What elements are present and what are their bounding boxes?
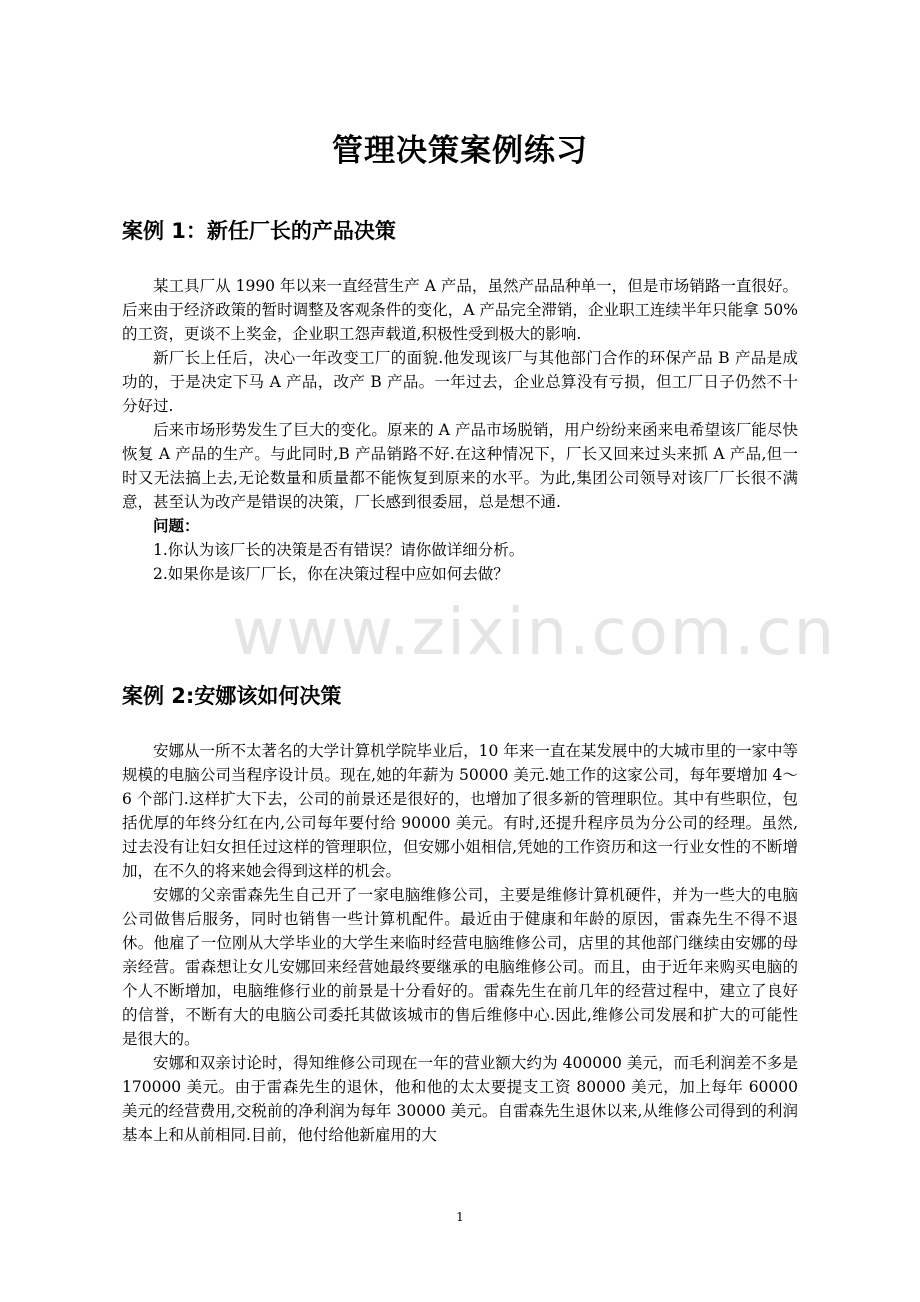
case1-body [122,274,798,586]
case2-paragraph-2: 安娜的父亲雷森先生自己开了一家电脑维修公司，主要是维修计算机硬件，并为一些大的电脑公司做售后服务，同时也销售一些计算机配件。最近由于健康和年龄的原因，雷森先生不得不退休。他雇了一位刚从大学毕业的大学生来临时经营电脑维修公司，店里的其他部门继续由安娜的母亲经营。雷森想让女儿安娜回来经营她最终要继承的电脑维修公司。而且，由于近年来购买电脑的个人不断增加，电脑维修行业的前景是十分看好的。雷森先生在前几年的经营过程中，建立了良好的信誉，不断有大的电脑公司委托其做该城市的售后维修中心.因此,维修公司发展和扩大的可能性是很大的。 [122,886,798,1048]
case2-body [122,739,798,1147]
page-number: 1 [456,1210,464,1224]
case1-heading: 案例 1：新任厂长的产品决策 [122,219,396,243]
watermark: www.zixin.com.cn [232,596,837,670]
case1-paragraph-2: 新厂长上任后，决心一年改变工厂的面貌.他发现该厂与其他部门合作的环保产品 B 产品是成功的，于是决定下马 A 产品，改产 B 产品。一年过去，企业总算没有亏损，但工厂日子仍然不十分好过. [122,349,798,415]
question-1: 1.你认为该厂长的决策是否有错误？请你做详细分析。 [153,541,525,559]
questions-label: 问题： [153,517,200,535]
case2-paragraph-1: 安娜从一所不太著名的大学计算机学院毕业后，10 年来一直在某发展中的大城市里的一家中等规模的电脑公司当程序设计员。现在,她的年薪为 50000 美元.她工作的这家公司，每年要增加 4～6 个部门.这样扩大下去，公司的前景还是很好的，也增加了很多新的管理职位。其中有些职位，包括优厚的年终分红在内,公司每年要付给 90000 美元。有时,还提升程序员为分公司的经理。虽然,过去没有让妇女担任过这样的管理职位，但安娜小姐相信,凭她的工作资历和这一行业女性的不断增加，在不久的将来她会得到这样的机会。 [122,742,798,880]
question-2: 2.如果你是该厂厂长，你在决策过程中应如何去做？ [153,565,509,583]
case1-paragraph-1: 某工具厂从 1990 年以来一直经营生产 A 产品，虽然产品品种单一，但是市场销路一直很好。后来由于经济政策的暂时调整及客观条件的变化，A 产品完全滞销，企业职工连续半年只能拿 50%的工资，更谈不上奖金，企业职工怨声载道,积极性受到极大的影响. [122,277,798,343]
page-title: 管理决策案例练习 [332,133,588,169]
case2-paragraph-3: 安娜和双亲讨论时，得知维修公司现在一年的营业额大约为 400000 美元，而毛利润差不多是 170000 美元。由于雷森先生的退休，他和他的太太要提支工资 80000 美元，加上每年 60000 美元的经营费用,交税前的净利润为每年 30000 美元。自雷森先生退休以来,从维修公司得到的利润基本上和从前相同.目前，他付给他新雇用的大 [122,1054,798,1144]
case1-paragraph-3: 后来市场形势发生了巨大的变化。原来的 A 产品市场脱销，用户纷纷来函来电希望该厂能尽快恢复 A 产品的生产。与此同时,B 产品销路不好.在这种情况下，厂长又回来过头来抓 A 产品,但一时又无法搞上去,无论数量和质量都不能恢复到原来的水平。为此,集团公司领导对该厂厂长很不满意，甚至认为改产是错误的决策，厂长感到很委屈，总是想不通. [122,421,798,511]
case2-heading: 案例 2:安娜该如何决策 [122,684,342,708]
